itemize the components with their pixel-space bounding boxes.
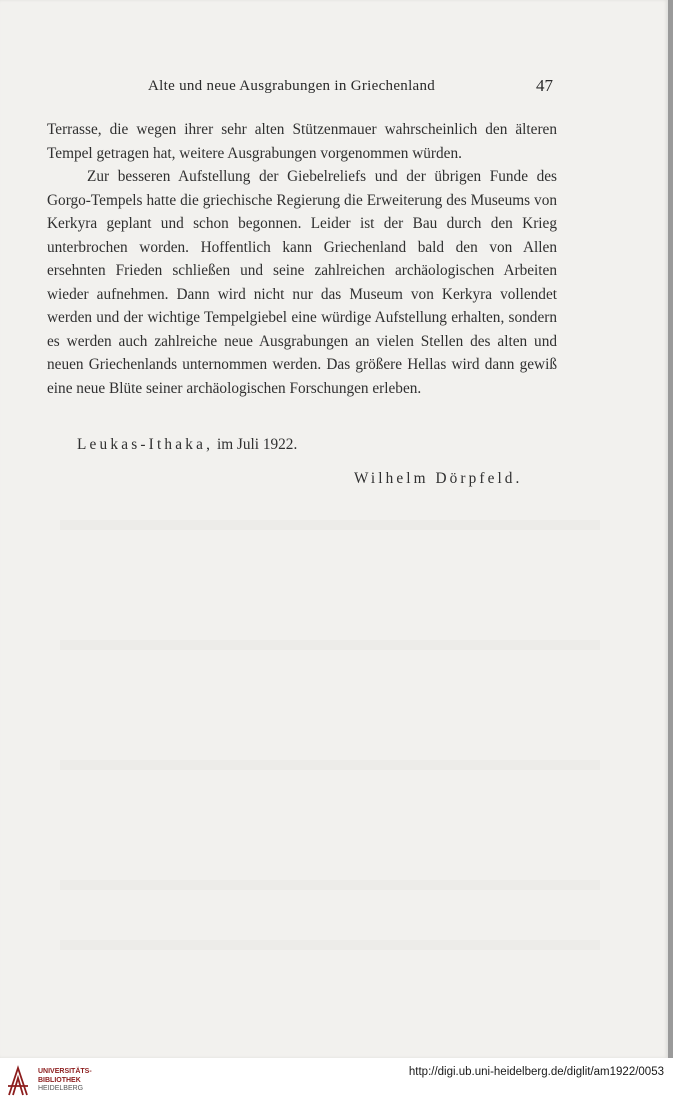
body-text	[47, 118, 557, 400]
scan-edge	[668, 0, 673, 1058]
library-line: BIBLIOTHEK	[38, 1076, 81, 1084]
page-number: 47	[536, 76, 553, 95]
library-line: UNIVERSITÄTS-	[38, 1068, 92, 1075]
dateline	[77, 436, 297, 454]
bleed-through-shading	[60, 520, 600, 530]
source-url-link[interactable]: http://digi.ub.uni-heidelberg.de/diglit/am1922/0053	[408, 1066, 664, 1078]
dateline-date: im Juli 1922.	[216, 436, 298, 453]
bleed-through-shading	[60, 760, 600, 770]
bleed-through-shading	[60, 940, 600, 950]
paragraph: Zur besseren Aufstellung der Giebelreliefs und der übrigen Funde des Gorgo-Tempels hatte die griechische Regierung die Erweiterung des Museums von Kerkyra geplant und schon begonnen. Leider ist der Bau durch den Krieg unterbrochen worden. Hoffentlich kann Griechenland bald den von Allen ersehnten Frieden schließen und seine zahlreichen archäologischen Arbeiten wieder aufnehmen. Dann wird nicht nur das Museum von Kerkyra vollendet werden und der wichtige Tempelgiebel eine würdige Aufstellung erhalten, sondern es werden auch zahlreiche neue Ausgrabungen an vielen Stellen des alten und neuen Griechenlands unternommen werden. Das größere Hellas wird dann gewiß eine neue Blüte seiner archäologischen Forschungen erleben.	[47, 168, 557, 397]
bleed-through-shading	[60, 640, 600, 650]
author-signature: Wilhelm Dörpfeld.	[354, 470, 523, 487]
dateline-place: Leukas-Ithaka,	[77, 436, 214, 453]
paragraph: Terrasse, die wegen ihrer sehr alten Stützenmauer wahrscheinlich den älteren Tempel getragen hat, weitere Ausgrabungen vorgenommen würden.	[47, 121, 557, 162]
running-head: Alte und neue Ausgrabungen in Griechenland	[148, 78, 436, 94]
bleed-through-shading	[60, 880, 600, 890]
library-line: HEIDELBERG	[38, 1085, 84, 1092]
heidelberg-library-logo-icon[interactable]	[6, 1064, 30, 1098]
library-name	[38, 1068, 92, 1094]
